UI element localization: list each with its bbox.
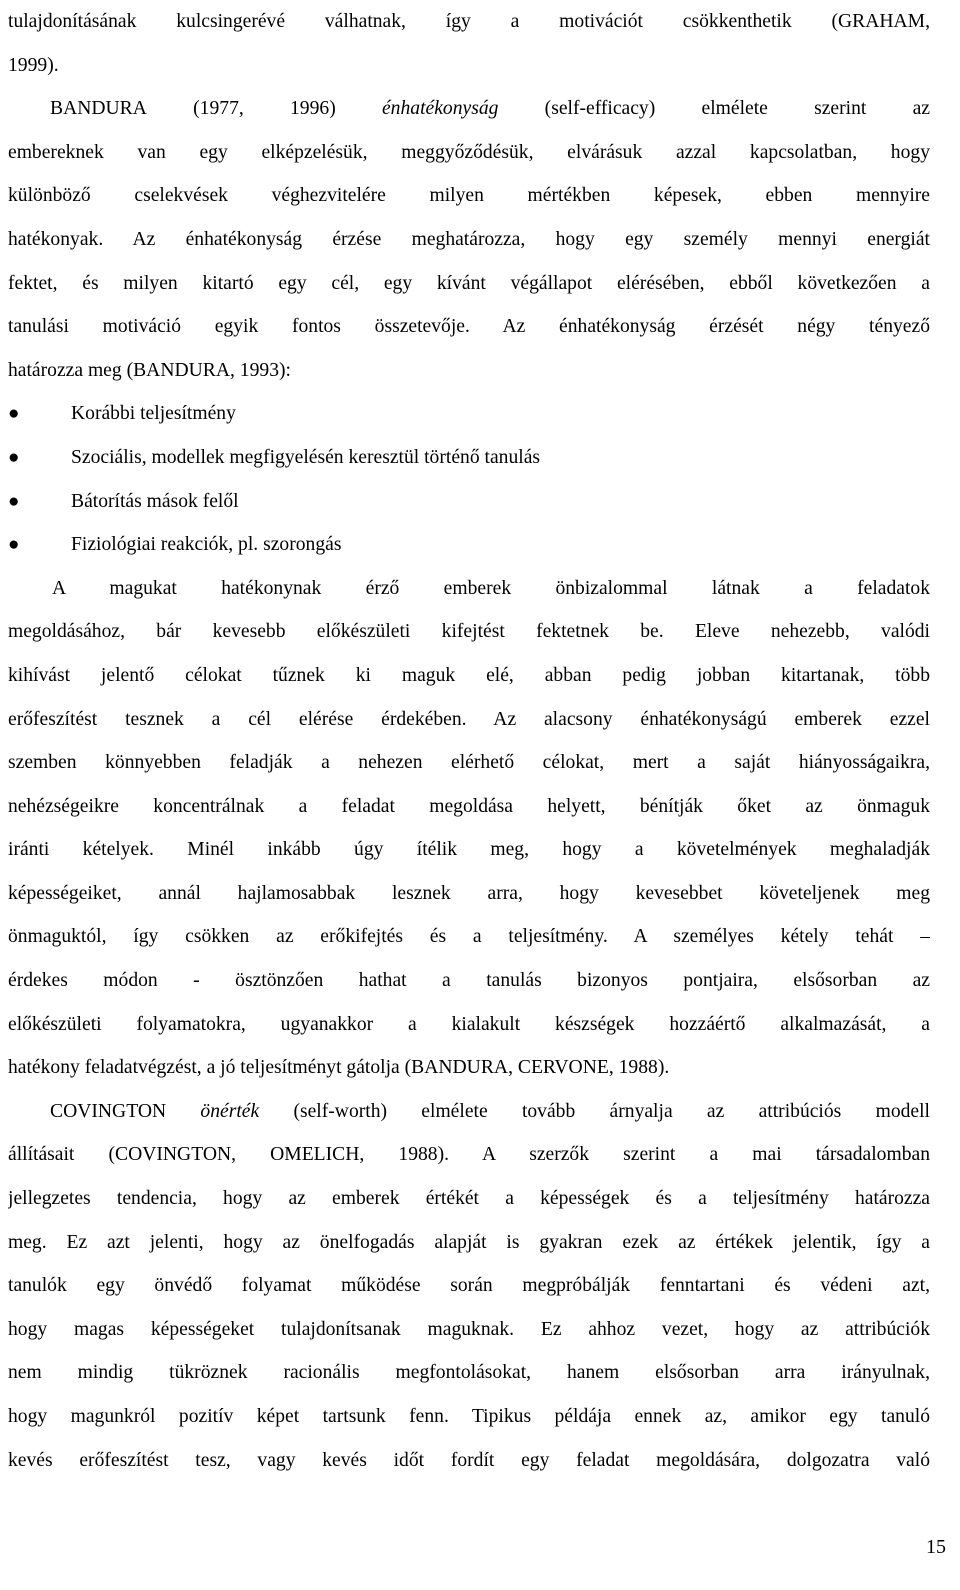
text-line: hogy magunkról pozitív képet tartsunk fenn. Tipikus példája ennek az, amikor egy tanuló [8,1406,930,1427]
bullet-item: ● Bátorítás mások felől [8,480,930,524]
document-page [8,0,930,1482]
text-line: tulajdonításának kulcsingerévé válhatnak, így a motivációt csökkenthetik (GRAHAM, [8,11,930,32]
text-line: iránti kételyek. Minél inkább úgy ítélik meg, hogy a követelmények meghaladják [8,839,930,861]
bullet-item: ● Korábbi teljesítmény [8,392,930,436]
text-line: hatékonyak. Az énhatékonyság érzése meghatározza, hogy egy személy mennyi energiát [8,228,930,250]
text-line: jellegzetes tendencia, hogy az emberek értékét a képességek és a teljesítmény határozza [8,1188,930,1210]
text-line: kevés erőfeszítést tesz, vagy kevés időt fordít egy feladat megoldására, dolgozatra való [8,1449,930,1471]
bullet-icon: ● [8,490,20,512]
text-line: erőfeszítést tesznek a cél elérése érdekében. Az alacsony énhatékonyságú emberek ezzel [8,708,930,730]
text-line: fektet, és milyen kitartó egy cél, egy kívánt végállapot elérésében, ebből következően a [8,272,930,294]
text-line: képességeiket, annál hajlamosabbak lesznek arra, hogy kevesebbet követeljenek meg [8,882,930,904]
text-line: tanulási motiváció egyik fontos összetevője. Az énhatékonyság érzését négy tényező [8,316,930,338]
text-line: 1999). [8,54,59,76]
text-line: meg. Ez azt jelenti, hogy az önelfogadás alapját is gyakran ezek az értékek jelentik, így a [8,1231,930,1253]
text-line: nem mindig tükröznek racionális megfontolásokat, hanem elsősorban arra irányulnak, [8,1362,930,1384]
text-line: hogy magas képességeket tulajdonítsanak maguknak. Ez ahhoz vezet, hogy az attribúciók [8,1318,930,1340]
text-line: különböző cselekvések véghezvitelére milyen mértékben képesek, ebben mennyire [8,185,930,207]
text-line: állításait (COVINGTON, OMELICH, 1988). A szerzők szerint a mai társadalomban [8,1144,930,1166]
text-line: érdekes módon - ösztönzően hathat a tanulás bizonyos pontjaira, elsősorban az [8,970,930,992]
text-line: nehézségeikre koncentrálnak a feladat megoldása helyett, bénítják őket az önmaguk [8,795,930,817]
text-line: határozza meg (BANDURA, 1993): [8,359,291,381]
bullet-icon: ● [8,534,20,556]
text-line: előkészületi folyamatokra, ugyanakkor a kialakult készségek hozzáértő alkalmazását, a [8,1013,930,1035]
bullet-icon: ● [8,446,20,468]
bullet-icon: ● [8,403,20,425]
bullet-item: ● Szociális, modellek megfigyelésén keresztül történő tanulás [8,436,930,480]
text-line: tanulók egy önvédő folyamat működése során megpróbálják fenntartani és védeni azt, [8,1275,930,1297]
text-line: kihívást jelentő célokat tűznek ki maguk elé, abban pedig jobban kitartanak, több [8,664,930,686]
text-line: megoldásához, bár kevesebb előkészületi kifejtést fektetnek be. Eleve nehezebb, valódi [8,621,930,643]
bullet-item: ● Fiziológiai reakciók, pl. szorongás [8,523,930,567]
page-number: 15 [926,1536,946,1558]
text-line: hatékony feladatvégzést, a jó teljesítményt gátolja (BANDURA, CERVONE, 1988). [8,1057,670,1079]
text-line: A magukat hatékonynak érző emberek önbizalommal látnak a feladatok [52,577,930,599]
text-line: embereknek van egy elképzelésük, meggyőződésük, elvárásuk azzal kapcsolatban, hogy [8,141,930,163]
text-line: BANDURA (1977, 1996) énhatékonyság (self-efficacy) elmélete szerint az [50,98,930,120]
text-line: COVINGTON önérték (self-worth) elmélete tovább árnyalja az attribúciós modell [50,1100,930,1122]
text-line: önmaguktól, így csökken az erőkifejtés és a teljesítmény. A személyes kétely tehát – [8,926,930,948]
text-line: szemben könnyebben feladják a nehezen elérhető célokat, mert a saját hiányosságaikra, [8,752,930,774]
